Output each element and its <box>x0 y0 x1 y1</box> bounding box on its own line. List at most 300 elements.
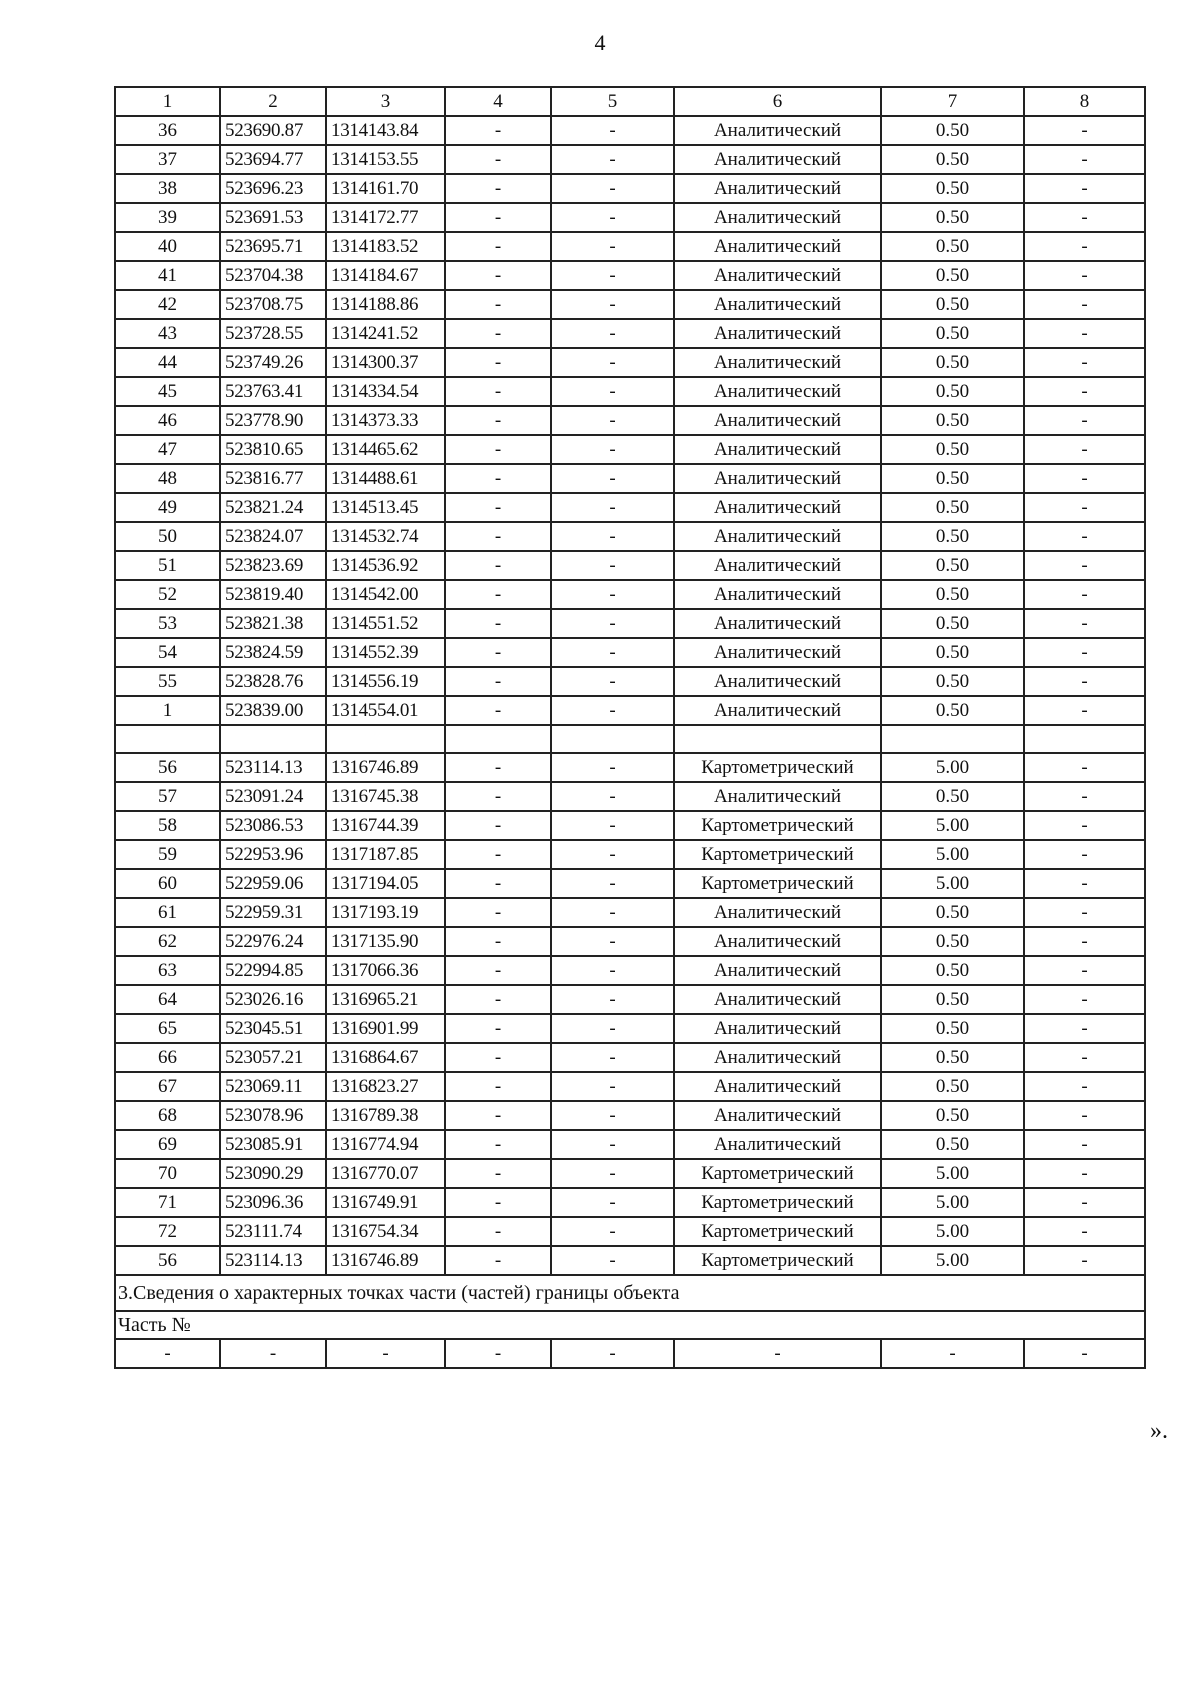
table-cell: 72 <box>115 1217 220 1246</box>
section-title: 3.Сведения о характерных точках части (частей) границы объекта <box>115 1275 1145 1311</box>
table-cell: - <box>1024 1188 1145 1217</box>
table-cell: Картометрический <box>674 869 881 898</box>
table-cell: - <box>551 261 674 290</box>
table-cell: Аналитический <box>674 782 881 811</box>
table-cell: 56 <box>115 1246 220 1275</box>
table-cell: 523090.29 <box>220 1159 326 1188</box>
table-cell: - <box>551 551 674 580</box>
table-cell: - <box>1024 782 1145 811</box>
table-cell: 0.50 <box>881 232 1024 261</box>
table-cell: - <box>551 348 674 377</box>
table-cell: Аналитический <box>674 435 881 464</box>
table-cell: 1314153.55 <box>326 145 445 174</box>
table-cell: 0.50 <box>881 1130 1024 1159</box>
table-cell: 49 <box>115 493 220 522</box>
part-label-row <box>115 1311 1145 1339</box>
table-cell: - <box>1024 551 1145 580</box>
table-cell: 523728.55 <box>220 319 326 348</box>
table-cell: - <box>445 956 551 985</box>
table-cell: 523816.77 <box>220 464 326 493</box>
table-cell: 52 <box>115 580 220 609</box>
table-cell: - <box>445 811 551 840</box>
table-cell: - <box>445 1339 551 1368</box>
table-cell: 37 <box>115 145 220 174</box>
table-cell <box>881 725 1024 753</box>
table-cell: - <box>551 1159 674 1188</box>
table-cell: 523749.26 <box>220 348 326 377</box>
table-cell: 1314300.37 <box>326 348 445 377</box>
table-cell: 0.50 <box>881 638 1024 667</box>
table-cell: - <box>445 551 551 580</box>
table-row <box>115 435 1145 464</box>
table-cell: - <box>551 1188 674 1217</box>
table-cell: - <box>445 1217 551 1246</box>
table-cell: - <box>551 1217 674 1246</box>
table-cell: - <box>445 493 551 522</box>
table-cell: 1317135.90 <box>326 927 445 956</box>
table-cell: - <box>1024 203 1145 232</box>
table-row <box>115 1014 1145 1043</box>
table-cell: 523086.53 <box>220 811 326 840</box>
table-cell: - <box>445 203 551 232</box>
table-cell: - <box>551 638 674 667</box>
table-cell: - <box>445 753 551 782</box>
table-cell: 522976.24 <box>220 927 326 956</box>
table-row <box>115 1159 1145 1188</box>
table-cell: Картометрический <box>674 1217 881 1246</box>
closing-quote-mark: ». <box>1150 1418 1168 1444</box>
table-cell: 56 <box>115 753 220 782</box>
table-row <box>115 232 1145 261</box>
table-row <box>115 116 1145 145</box>
table-cell: 70 <box>115 1159 220 1188</box>
table-cell: - <box>1024 348 1145 377</box>
table-cell: Аналитический <box>674 1101 881 1130</box>
table-cell: 0.50 <box>881 116 1024 145</box>
table-cell: 0.50 <box>881 174 1024 203</box>
table-cell: - <box>1024 811 1145 840</box>
table-cell: 523821.38 <box>220 609 326 638</box>
table-cell: - <box>551 782 674 811</box>
table-cell: - <box>551 1072 674 1101</box>
table-cell: - <box>1024 145 1145 174</box>
table-cell: - <box>551 1339 674 1368</box>
table-cell: - <box>1024 1101 1145 1130</box>
table-cell: 0.50 <box>881 696 1024 725</box>
table-cell: 1317187.85 <box>326 840 445 869</box>
table-cell: - <box>1024 840 1145 869</box>
table-row <box>115 1246 1145 1275</box>
table-cell: - <box>551 290 674 319</box>
table-cell: - <box>1024 174 1145 203</box>
table-row <box>115 667 1145 696</box>
table-cell: 1316864.67 <box>326 1043 445 1072</box>
table-cell: - <box>1024 319 1145 348</box>
section-title-row <box>115 1275 1145 1311</box>
table-cell: - <box>551 696 674 725</box>
table-cell: - <box>445 435 551 464</box>
table-cell: 523091.24 <box>220 782 326 811</box>
table-cell: 61 <box>115 898 220 927</box>
table-cell: 5.00 <box>881 1246 1024 1275</box>
table-cell: 0.50 <box>881 1101 1024 1130</box>
table-cell: 1316746.89 <box>326 1246 445 1275</box>
table-cell: 523114.13 <box>220 753 326 782</box>
table-cell: - <box>551 811 674 840</box>
table-cell: 5.00 <box>881 1188 1024 1217</box>
table-cell: 1316746.89 <box>326 753 445 782</box>
table-cell: - <box>881 1339 1024 1368</box>
table-cell: - <box>551 753 674 782</box>
table-cell: 5.00 <box>881 753 1024 782</box>
table-cell: 1316965.21 <box>326 985 445 1014</box>
table-cell: - <box>551 377 674 406</box>
table-row <box>115 1188 1145 1217</box>
table-cell: Аналитический <box>674 145 881 174</box>
table-cell: - <box>551 1246 674 1275</box>
table-cell: Аналитический <box>674 551 881 580</box>
table-cell: - <box>551 956 674 985</box>
table-cell: - <box>445 290 551 319</box>
table-cell: Картометрический <box>674 1159 881 1188</box>
table-cell: Аналитический <box>674 696 881 725</box>
table-cell: - <box>326 1339 445 1368</box>
table-cell: 57 <box>115 782 220 811</box>
table-cell: 1314183.52 <box>326 232 445 261</box>
table-cell: 1317194.05 <box>326 869 445 898</box>
table-cell: - <box>445 1072 551 1101</box>
table-cell: - <box>551 145 674 174</box>
table-cell: 1316770.07 <box>326 1159 445 1188</box>
table-cell: 36 <box>115 116 220 145</box>
table-cell: - <box>551 174 674 203</box>
table-cell: - <box>1024 869 1145 898</box>
table-row <box>115 1101 1145 1130</box>
table-cell: 6 <box>674 87 881 116</box>
table-cell: - <box>1024 1130 1145 1159</box>
table-cell: - <box>1024 580 1145 609</box>
table-cell: 0.50 <box>881 1014 1024 1043</box>
table-cell: - <box>445 696 551 725</box>
table-cell: Аналитический <box>674 927 881 956</box>
table-row <box>115 290 1145 319</box>
table-cell: 1316774.94 <box>326 1130 445 1159</box>
table-cell: Аналитический <box>674 985 881 1014</box>
table-cell: - <box>551 840 674 869</box>
table-cell: - <box>551 1014 674 1043</box>
table-cell: 5 <box>551 87 674 116</box>
table-row <box>115 927 1145 956</box>
table-cell: - <box>551 869 674 898</box>
table-cell: - <box>674 1339 881 1368</box>
table-cell <box>326 725 445 753</box>
table-cell: - <box>1024 985 1145 1014</box>
table-cell: 1314551.52 <box>326 609 445 638</box>
table-cell: 1314465.62 <box>326 435 445 464</box>
table-cell: 1314161.70 <box>326 174 445 203</box>
table-cell: 0.50 <box>881 377 1024 406</box>
table-row <box>115 898 1145 927</box>
table-cell: - <box>551 493 674 522</box>
table-cell: - <box>1024 493 1145 522</box>
table-cell: - <box>445 869 551 898</box>
table-cell: - <box>445 174 551 203</box>
table-cell: - <box>551 522 674 551</box>
table-cell: 523696.23 <box>220 174 326 203</box>
table-cell: 1314532.74 <box>326 522 445 551</box>
table-cell: 0.50 <box>881 1043 1024 1072</box>
table-row <box>115 1072 1145 1101</box>
table-cell: - <box>445 580 551 609</box>
table-cell: - <box>1024 898 1145 927</box>
table-cell: 523694.77 <box>220 145 326 174</box>
table-cell: 39 <box>115 203 220 232</box>
table-row <box>115 261 1145 290</box>
table-cell: 523828.76 <box>220 667 326 696</box>
table-cell: 0.50 <box>881 956 1024 985</box>
table-cell: - <box>445 1246 551 1275</box>
table-cell: - <box>445 522 551 551</box>
table-cell: Аналитический <box>674 609 881 638</box>
table-cell: - <box>1024 377 1145 406</box>
table-cell: Картометрический <box>674 1246 881 1275</box>
table-cell: 523763.41 <box>220 377 326 406</box>
table-header-row <box>115 87 1145 116</box>
table-cell: - <box>445 609 551 638</box>
table-cell: 50 <box>115 522 220 551</box>
table-cell: - <box>445 464 551 493</box>
table-cell: - <box>1024 638 1145 667</box>
table-cell: 0.50 <box>881 1072 1024 1101</box>
table-cell: - <box>445 927 551 956</box>
table-cell: 1314143.84 <box>326 116 445 145</box>
table-row <box>115 696 1145 725</box>
table-cell: 1314556.19 <box>326 667 445 696</box>
table-cell: - <box>445 667 551 696</box>
table-cell: - <box>551 1130 674 1159</box>
table-cell: - <box>1024 927 1145 956</box>
table-cell: 0.50 <box>881 406 1024 435</box>
table-cell: - <box>1024 406 1145 435</box>
table-cell: 1317193.19 <box>326 898 445 927</box>
table-cell: - <box>1024 1217 1145 1246</box>
table-cell: 0.50 <box>881 580 1024 609</box>
table-cell: - <box>551 232 674 261</box>
table-cell: 523085.91 <box>220 1130 326 1159</box>
blank-separator-row <box>115 725 1145 753</box>
table-cell: 522994.85 <box>220 956 326 985</box>
table-cell: 40 <box>115 232 220 261</box>
table-cell: - <box>1024 1339 1145 1368</box>
table-row <box>115 522 1145 551</box>
table-row <box>115 840 1145 869</box>
table-cell: 7 <box>881 87 1024 116</box>
table-cell: - <box>445 1159 551 1188</box>
table-cell: 1316754.34 <box>326 1217 445 1246</box>
table-row <box>115 811 1145 840</box>
table-cell: 523096.36 <box>220 1188 326 1217</box>
table-cell: - <box>1024 435 1145 464</box>
table-cell: - <box>445 261 551 290</box>
table-cell: Аналитический <box>674 232 881 261</box>
table-cell: - <box>445 406 551 435</box>
table-cell: 1314513.45 <box>326 493 445 522</box>
table-cell <box>220 725 326 753</box>
table-row <box>115 145 1145 174</box>
table-cell: 38 <box>115 174 220 203</box>
table-cell: 1 <box>115 87 220 116</box>
table-cell: 1 <box>115 696 220 725</box>
table-cell: 523810.65 <box>220 435 326 464</box>
table-cell: 2 <box>220 87 326 116</box>
table-cell: 523824.59 <box>220 638 326 667</box>
table-cell <box>551 725 674 753</box>
table-cell: Аналитический <box>674 406 881 435</box>
table-cell: 1314188.86 <box>326 290 445 319</box>
table-cell: Картометрический <box>674 753 881 782</box>
table-cell: - <box>551 319 674 348</box>
table-cell: - <box>551 898 674 927</box>
table-cell: - <box>445 1188 551 1217</box>
table-cell: Аналитический <box>674 493 881 522</box>
table-cell: 1316789.38 <box>326 1101 445 1130</box>
table-cell: 66 <box>115 1043 220 1072</box>
table-cell: 54 <box>115 638 220 667</box>
table-row <box>115 1339 1145 1368</box>
table-cell: 1314536.92 <box>326 551 445 580</box>
table-cell: 0.50 <box>881 898 1024 927</box>
table-cell: 53 <box>115 609 220 638</box>
table-cell: - <box>445 1130 551 1159</box>
table-row <box>115 551 1145 580</box>
table-cell: Картометрический <box>674 840 881 869</box>
table-cell: - <box>1024 1014 1145 1043</box>
table-row <box>115 609 1145 638</box>
table-row <box>115 174 1145 203</box>
table-cell: - <box>1024 1072 1145 1101</box>
table-cell: Аналитический <box>674 1130 881 1159</box>
table-cell: - <box>445 898 551 927</box>
table-cell: 523114.13 <box>220 1246 326 1275</box>
table-cell: - <box>1024 956 1145 985</box>
table-cell: - <box>551 927 674 956</box>
table-cell: - <box>551 1101 674 1130</box>
table-cell: 1314552.39 <box>326 638 445 667</box>
table-cell: 1314334.54 <box>326 377 445 406</box>
table-cell: - <box>551 1043 674 1072</box>
table-row <box>115 406 1145 435</box>
table-cell: 65 <box>115 1014 220 1043</box>
table-cell: 1314488.61 <box>326 464 445 493</box>
table-cell: 58 <box>115 811 220 840</box>
page-number: 4 <box>594 30 606 55</box>
table-cell: 0.50 <box>881 609 1024 638</box>
table-cell: 0.50 <box>881 348 1024 377</box>
table-cell: 71 <box>115 1188 220 1217</box>
table-cell: - <box>445 319 551 348</box>
table-row <box>115 782 1145 811</box>
table-cell: Аналитический <box>674 638 881 667</box>
table-cell: 55 <box>115 667 220 696</box>
table-cell: - <box>445 377 551 406</box>
table-cell: - <box>551 985 674 1014</box>
table-cell: 523824.07 <box>220 522 326 551</box>
table-cell <box>115 725 220 753</box>
table-cell: Аналитический <box>674 898 881 927</box>
table-row <box>115 348 1145 377</box>
table-row <box>115 985 1145 1014</box>
table-cell: - <box>551 667 674 696</box>
table-cell: - <box>445 232 551 261</box>
table-cell: Картометрический <box>674 811 881 840</box>
table-cell: 523823.69 <box>220 551 326 580</box>
table-cell: 1314542.00 <box>326 580 445 609</box>
table-cell: 523690.87 <box>220 116 326 145</box>
table-cell: - <box>445 782 551 811</box>
table-row <box>115 493 1145 522</box>
table-cell: 523069.11 <box>220 1072 326 1101</box>
boundary-points-table <box>114 86 1146 1369</box>
table-cell: 51 <box>115 551 220 580</box>
table-cell: Аналитический <box>674 1043 881 1072</box>
table-cell: - <box>445 348 551 377</box>
table-cell: 0.50 <box>881 522 1024 551</box>
table-cell: - <box>1024 1246 1145 1275</box>
table-row <box>115 753 1145 782</box>
table-cell: - <box>551 609 674 638</box>
table-cell: 59 <box>115 840 220 869</box>
table-cell: 522953.96 <box>220 840 326 869</box>
table-cell: 5.00 <box>881 811 1024 840</box>
table-cell: - <box>445 1043 551 1072</box>
table-cell: 1314554.01 <box>326 696 445 725</box>
table-cell: 44 <box>115 348 220 377</box>
table-cell: - <box>551 406 674 435</box>
table-cell: Аналитический <box>674 174 881 203</box>
table-cell: - <box>1024 290 1145 319</box>
table-cell: 63 <box>115 956 220 985</box>
table-cell: 0.50 <box>881 927 1024 956</box>
table-cell: Аналитический <box>674 956 881 985</box>
table-cell: 0.50 <box>881 435 1024 464</box>
table-cell: Аналитический <box>674 116 881 145</box>
table-cell: 0.50 <box>881 782 1024 811</box>
table-cell: 1316749.91 <box>326 1188 445 1217</box>
table-cell <box>445 725 551 753</box>
table-cell: 41 <box>115 261 220 290</box>
table-cell: - <box>445 1014 551 1043</box>
table-cell: 1317066.36 <box>326 956 445 985</box>
table-cell <box>674 725 881 753</box>
table-cell: - <box>445 985 551 1014</box>
table-row <box>115 464 1145 493</box>
table-cell: Аналитический <box>674 290 881 319</box>
table-cell: 0.50 <box>881 203 1024 232</box>
table-cell: 5.00 <box>881 840 1024 869</box>
table-cell: 5.00 <box>881 869 1024 898</box>
table-cell: - <box>1024 232 1145 261</box>
table-cell: 1316744.39 <box>326 811 445 840</box>
table-cell: 68 <box>115 1101 220 1130</box>
table-cell: 1314373.33 <box>326 406 445 435</box>
table-cell: - <box>1024 261 1145 290</box>
table-cell: 523078.96 <box>220 1101 326 1130</box>
table-cell: 1314241.52 <box>326 319 445 348</box>
table-cell: 0.50 <box>881 464 1024 493</box>
table-cell: Аналитический <box>674 667 881 696</box>
table-cell: 523821.24 <box>220 493 326 522</box>
table-cell: - <box>220 1339 326 1368</box>
